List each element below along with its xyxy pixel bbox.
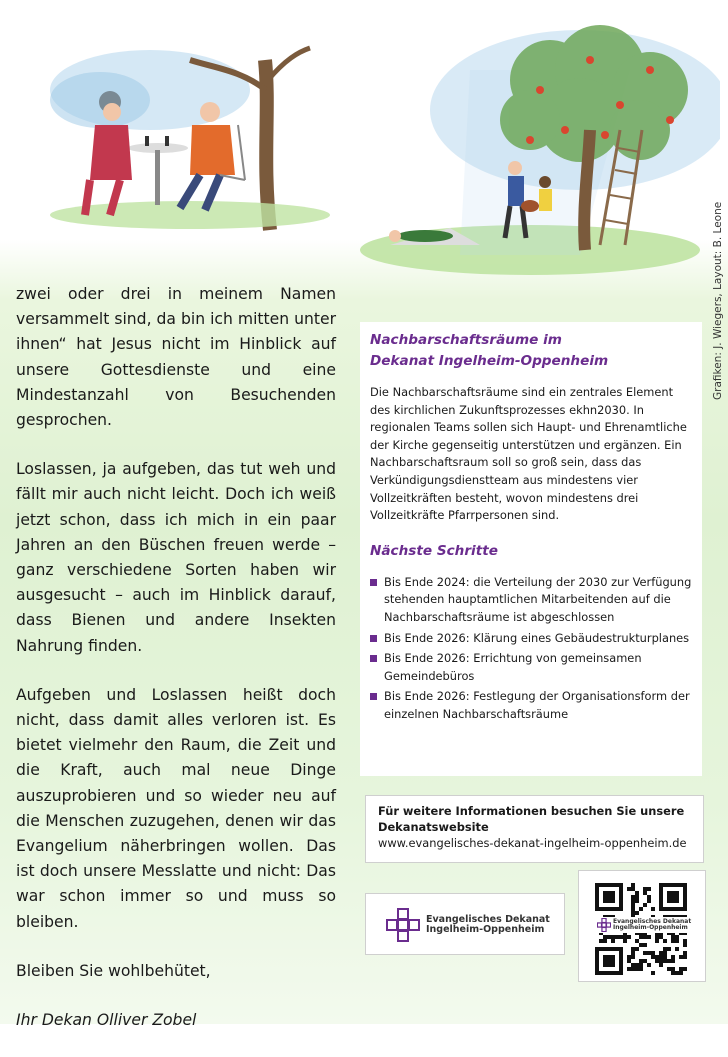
step-text: Bis Ende 2026: Errichtung von gemeinsamen Gemeindebüros <box>384 651 642 683</box>
logo-line: Evangelisches Dekanat <box>426 913 550 925</box>
signature: Ihr Dekan Olliver Zobel <box>16 1011 197 1030</box>
paragraph: Loslassen, ja aufgeben, das tut weh und fällt mir auch nicht leicht. Doch ich weiß jetzt schon, dass ich mich in ein paar Jahren an den Büschen freuen werde – ganz verschiedene Sorten haben wir ausgesucht – auch im Hinblick darauf, dass Bienen und andere Insekten Nahrung finden. <box>16 460 336 655</box>
qr-logo-wordmark <box>613 919 691 932</box>
paragraph: Aufgeben und Loslassen heißt doch nicht, dass damit alles verloren ist. Es bietet vielmehr den Raum, die Zeit und die Kraft, auch mal neue Dinge auszuprobieren und so wieder neu auf die Menschen zuzugehen, denen wir das Evangelium näherbringen wollen. Das ist doch unsere Messlatte und nicht: Das war schon immer so und muss so bleiben. <box>16 685 336 931</box>
dekanat-logo-box <box>365 893 565 955</box>
bullet-icon <box>370 635 377 642</box>
info-box <box>360 322 702 776</box>
logo-line: Evangelisches Dekanat <box>613 917 692 925</box>
logo-line: Ingelheim-Oppenheim <box>426 924 545 935</box>
step-text: Bis Ende 2026: Festlegung der Organisationsform der einzelnen Nachbarschaftsräume <box>384 689 690 721</box>
list-item <box>370 688 692 723</box>
step-text: Bis Ende 2024: die Verteilung der 2030 zur Verfügung stehenden hauptamtlichen Mitarbeitenden auf die Nachbarschaftsräume ist abgeschlossen <box>384 574 692 624</box>
info-box-title <box>370 330 692 372</box>
chess-couple-illustration <box>40 30 330 240</box>
list-item <box>370 574 692 627</box>
bullet-icon <box>370 579 377 586</box>
dekanat-cross-logo-icon <box>386 908 420 942</box>
steps-title: Nächste Schritte <box>370 542 498 559</box>
logo-wordmark <box>426 915 550 936</box>
info-box-text: Die Nachbarschaftsräume sind ein zentrales Element des kirchlichen Zukunftsprozesses ekhn2030. In regionalen Teams sollen sich Haupt- und Ehrenamtliche der Kirche gegenseitig unterstützen und ergänzen. Ein Nachbarschaftsraum soll so groß sein, dass das Verkündigungsdienstteam aus mindestens vier Vollzeitkräften besteht, wovon mindestens drei Vollzeitkräfte Pfarrpersonen sind. <box>370 385 687 523</box>
closing-greeting: Bleiben Sie wohlbehütet, <box>16 961 211 980</box>
apple-tree-illustration <box>350 10 720 280</box>
bullet-icon <box>370 655 377 662</box>
editorial-text <box>16 282 336 1057</box>
list-item <box>370 630 692 648</box>
list-item <box>370 650 692 685</box>
title-line: Dekanat Ingelheim-Oppenheim <box>370 353 609 369</box>
website-heading: Für weitere Informationen besuchen Sie unsere Dekanatswebsite <box>378 804 685 834</box>
dekanat-cross-logo-icon <box>597 918 611 932</box>
website-link[interactable]: www.evangelisches-dekanat-ingelheim-oppenheim.de <box>378 836 687 850</box>
paragraph: zwei oder drei in meinem Namen versammelt sind, da bin ich mitten unter ihnen“ hat Jesus nicht im Hinblick auf unsere Gottesdienste und eine Mindestanzahl von Besuchenden gesprochen. <box>16 285 336 430</box>
step-text: Bis Ende 2026: Klärung eines Gebäudestrukturplanes <box>384 630 690 645</box>
bullet-icon <box>370 693 377 700</box>
logo-line: Ingelheim-Oppenheim <box>613 924 688 931</box>
qr-center-logo <box>595 917 693 933</box>
title-line: Nachbarschaftsräume im <box>370 332 562 348</box>
steps-list <box>370 574 692 724</box>
qr-code-box <box>578 870 706 982</box>
website-box <box>365 795 704 863</box>
